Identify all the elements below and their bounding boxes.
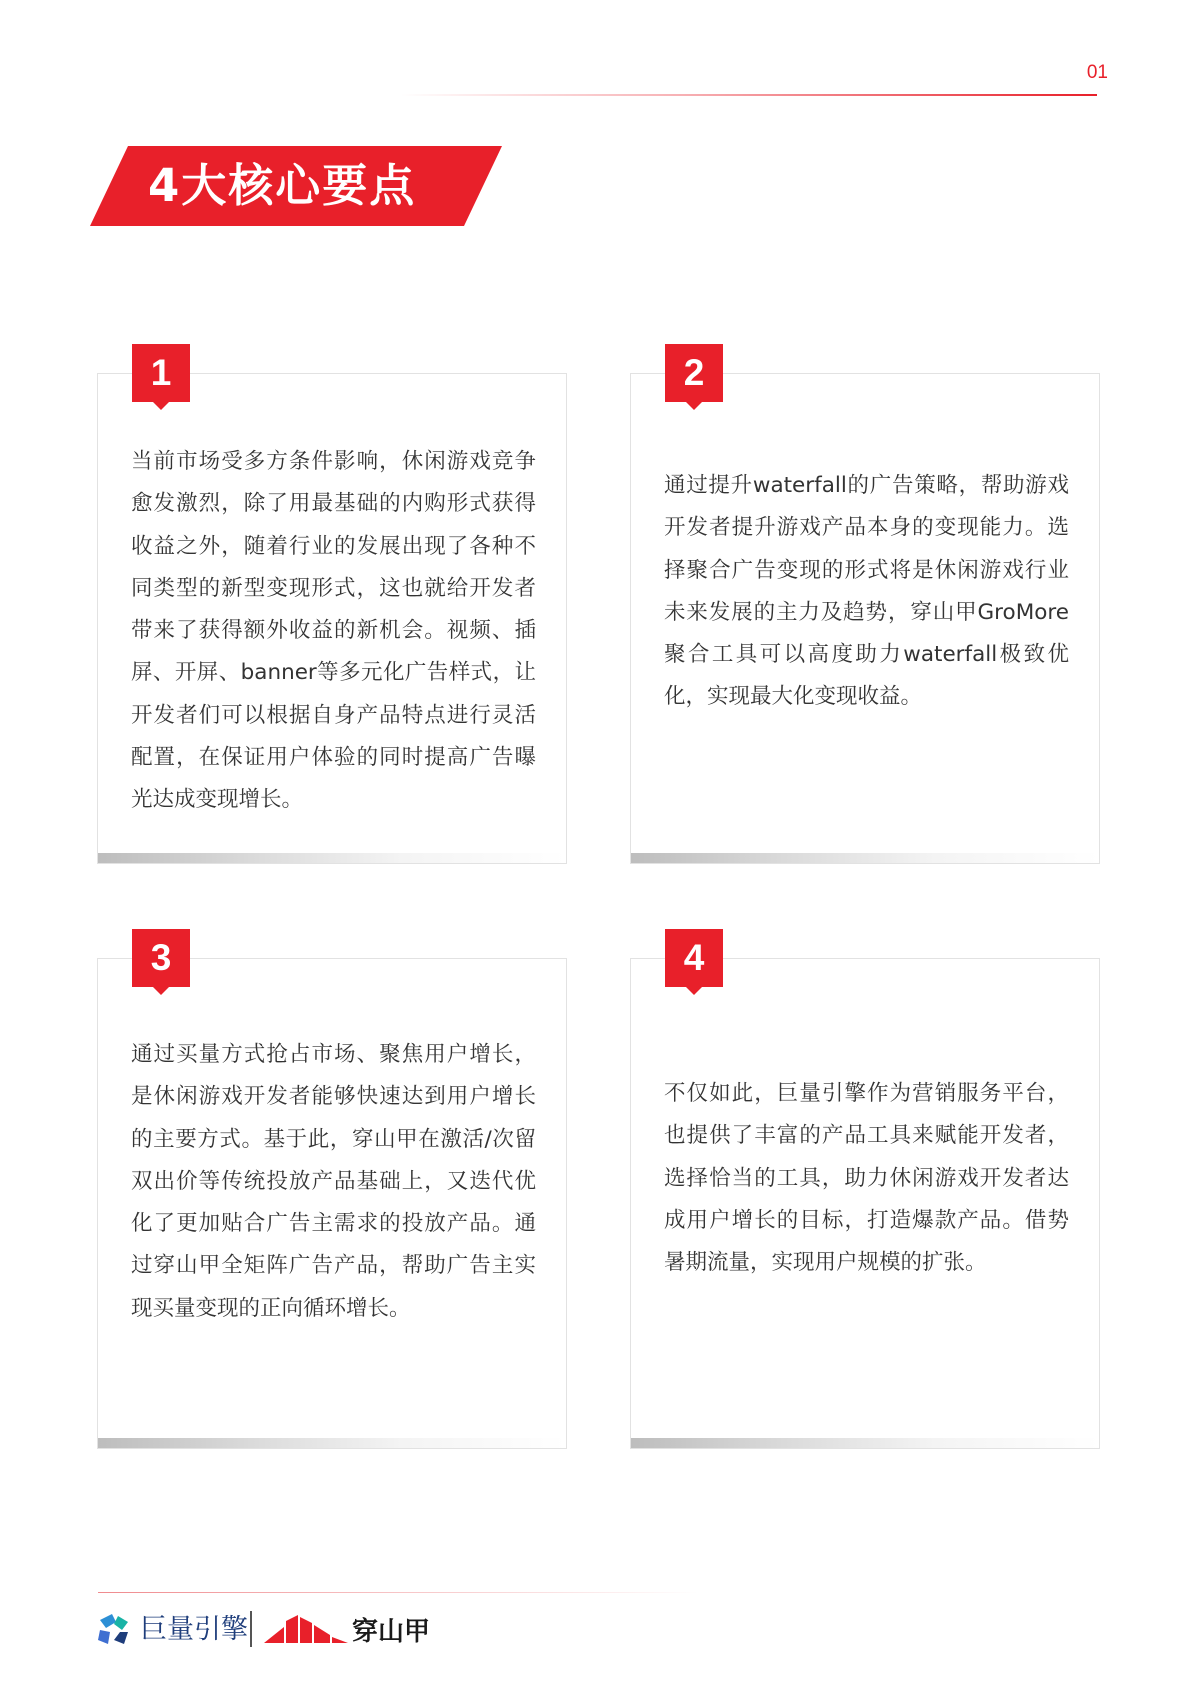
pangle-icon <box>264 1613 348 1647</box>
key-point-number-4: 4 <box>665 929 723 987</box>
pangle-logo <box>264 1608 434 1652</box>
card-shadow <box>98 1438 566 1448</box>
section-title-banner <box>90 146 502 226</box>
pangle-wordmark: 穿山甲 <box>352 1617 431 1647</box>
juliang-engine-logo <box>96 1606 246 1652</box>
key-point-number-2: 2 <box>665 344 723 402</box>
logo-separator <box>250 1611 252 1647</box>
juliang-engine-icon <box>96 1612 132 1648</box>
card-shadow <box>98 853 566 863</box>
key-point-number-1: 1 <box>132 344 190 402</box>
footer-divider <box>98 1592 698 1593</box>
key-point-text-3: 通过买量方式抢占市场、聚焦用户增长，是休闲游戏开发者能够快速达到用户增长的主要方式。基于此，穿山甲在激活/次留双出价等传统投放产品基础上，又迭代优化了更加贴合广告主需求的投放产品。通过穿山甲全矩阵广告产品，帮助广告主实现买量变现的正向循环增长。 <box>131 1042 536 1321</box>
key-point-text-1: 当前市场受多方条件影响，休闲游戏竞争愈发激烈，除了用最基础的内购形式获得收益之外，随着行业的发展出现了各种不同类型的新型变现形式，这也就给开发者带来了获得额外收益的新机会。视频、插屏、开屏、banner等多元化广告样式，让开发者们可以根据自身产品特点进行灵活配置，在保证用户体验的同时提高广告曝光达成变现增长。 <box>131 449 536 813</box>
key-point-text-2: 通过提升waterfall的广告策略，帮助游戏开发者提升游戏产品本身的变现能力。选择聚合广告变现的形式将是休闲游戏行业未来发展的主力及趋势，穿山甲GroMore聚合工具可以高度助力waterfall极致优化，实现最大化变现收益。 <box>664 473 1069 710</box>
card-shadow <box>631 1438 1099 1448</box>
section-title: 4大核心要点 <box>148 159 417 212</box>
page-number: 01 <box>1086 62 1108 83</box>
key-point-text-4: 不仅如此，巨量引擎作为营销服务平台，也提供了丰富的产品工具来赋能开发者，选择恰当的工具，助力休闲游戏开发者达成用户增长的目标，打造爆款产品。借势暑期流量，实现用户规模的扩张。 <box>664 1081 1069 1276</box>
card-shadow <box>631 853 1099 863</box>
header-divider <box>400 94 1097 96</box>
juliang-engine-wordmark: 巨量引擎 <box>140 1614 248 1645</box>
key-point-number-3: 3 <box>132 929 190 987</box>
